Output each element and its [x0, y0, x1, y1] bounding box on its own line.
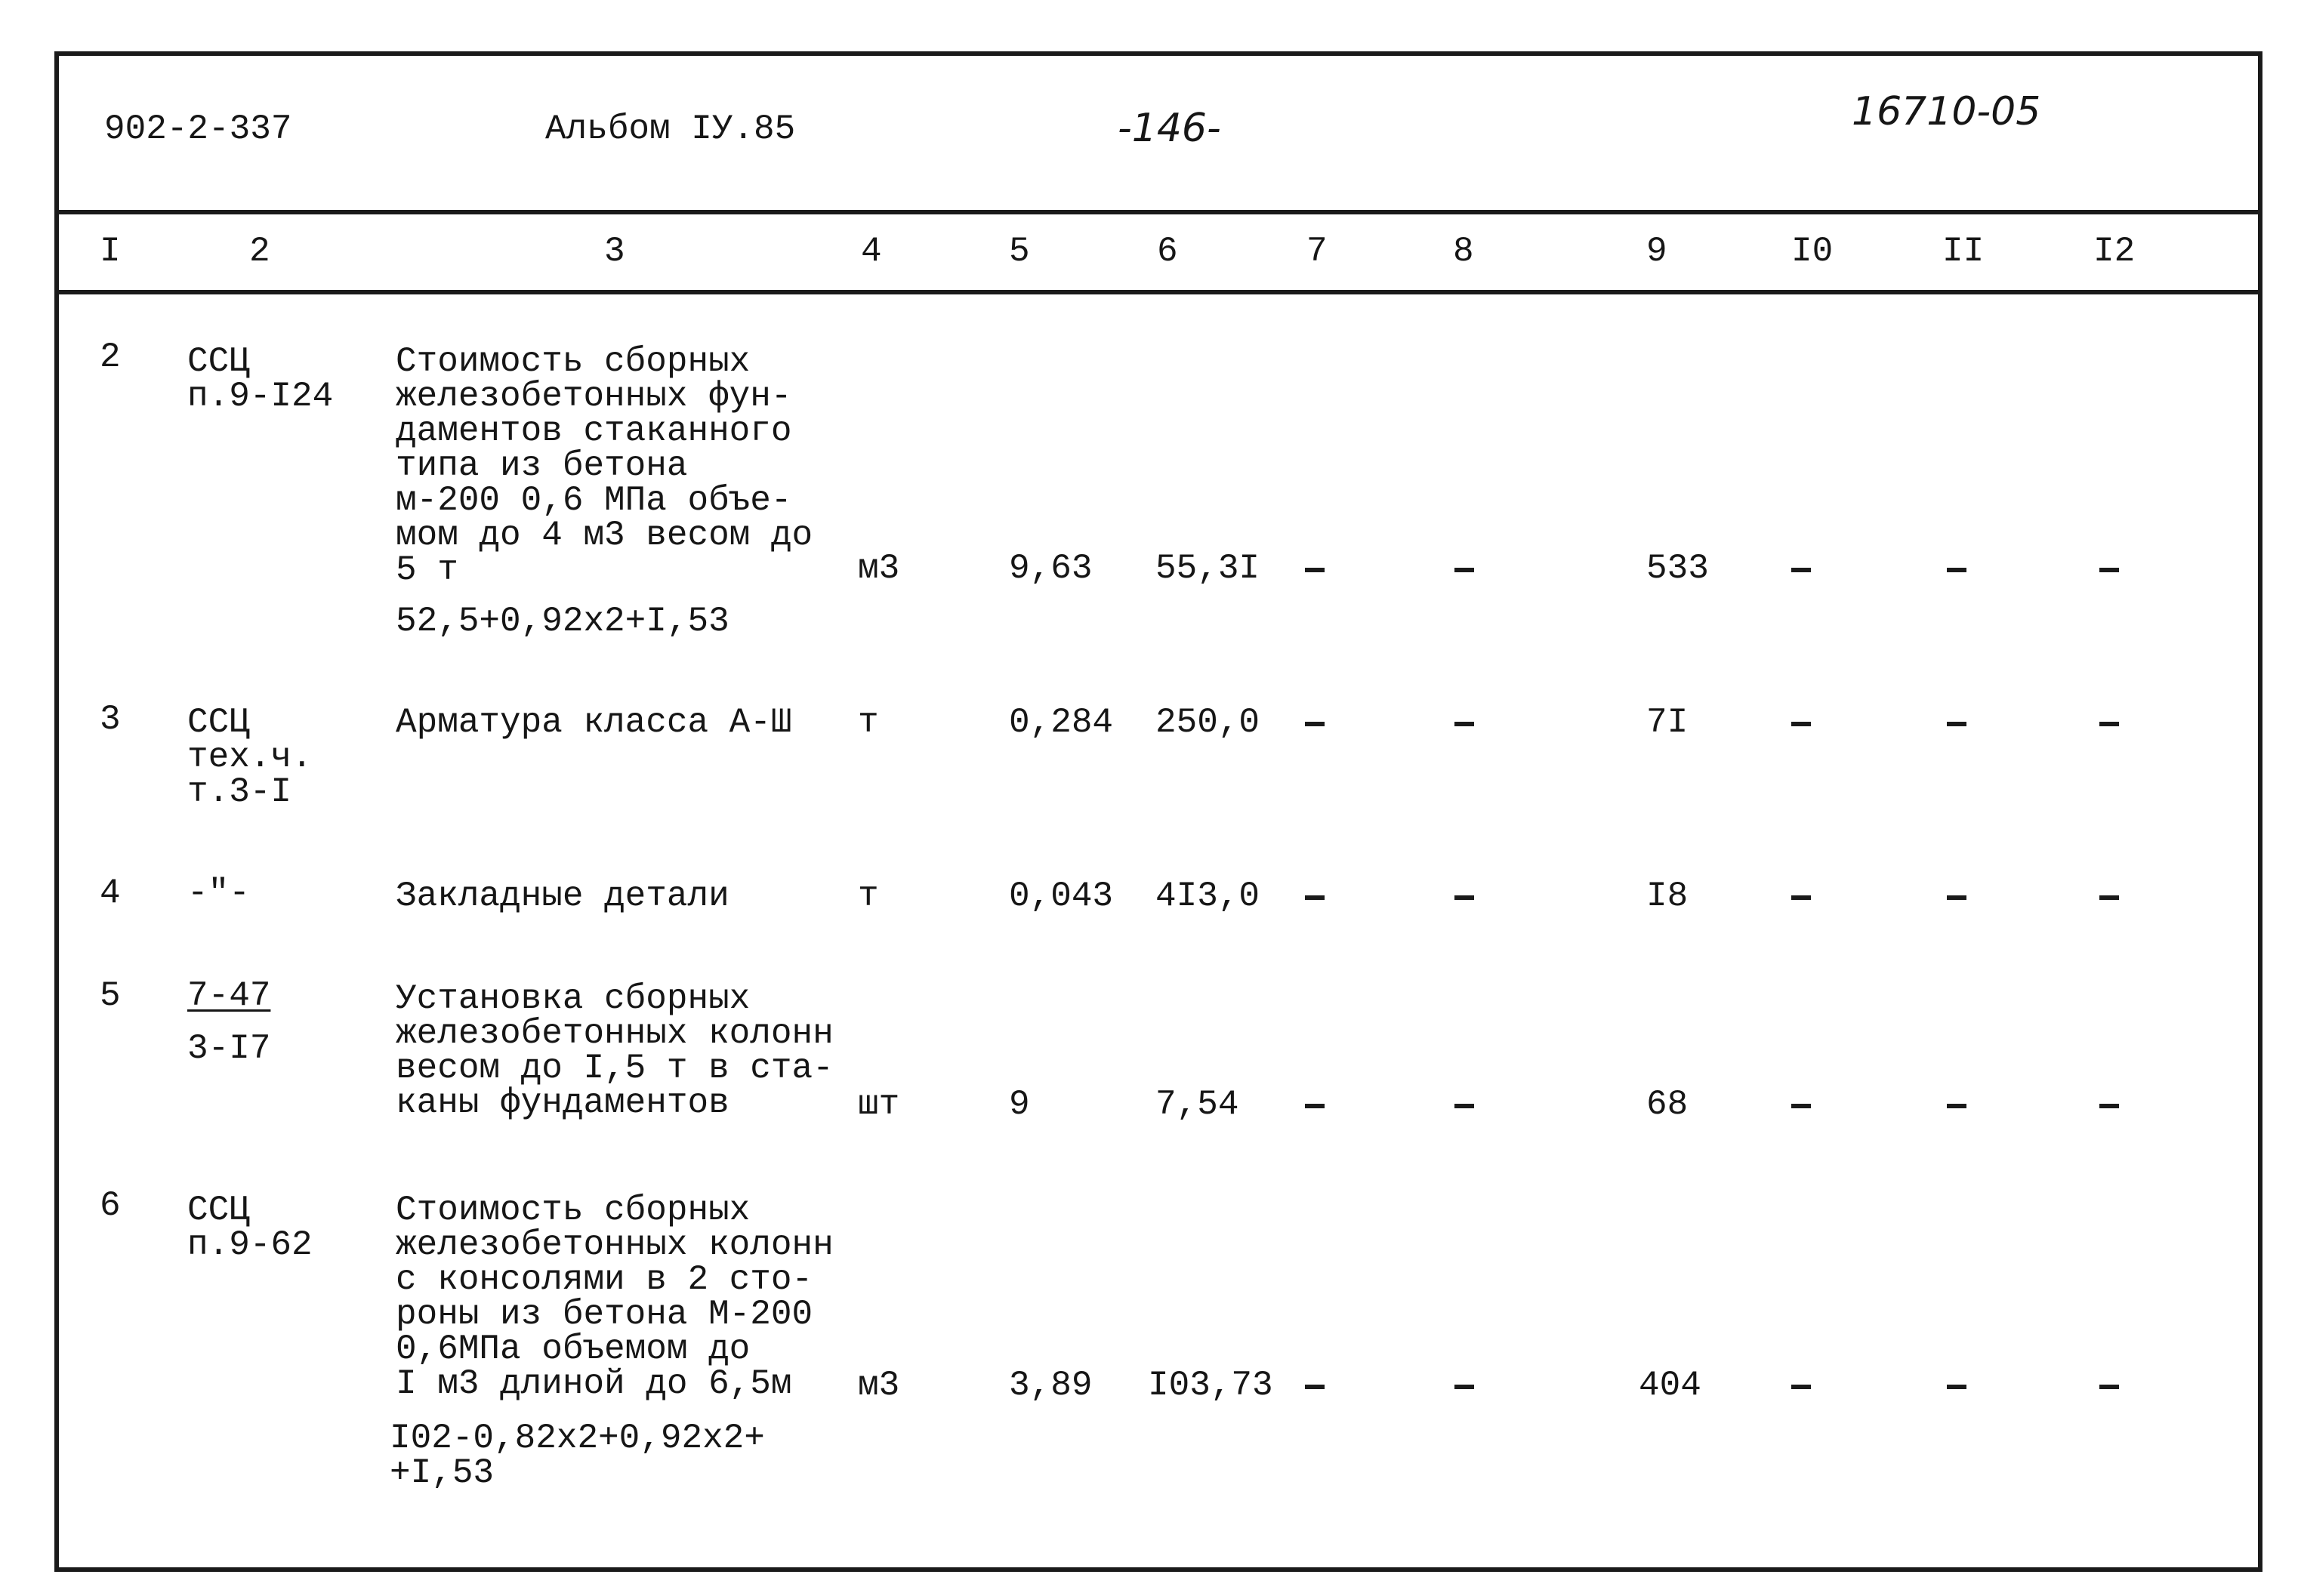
row-number: 4: [100, 873, 121, 913]
row-calculation: I02-0,82х2+0,92х2+ +I,53: [390, 1419, 765, 1493]
column-header: I: [100, 232, 121, 271]
dash-mark: [1791, 1385, 1811, 1389]
row-unit: т: [858, 703, 879, 742]
column-header: 3: [604, 232, 625, 271]
column-header: 5: [1009, 232, 1030, 271]
dash-mark: [1454, 895, 1474, 900]
dash-mark: [1947, 1385, 1966, 1389]
row-description: Арматура класса А-Ш: [396, 703, 792, 742]
row-number: 6: [100, 1186, 121, 1225]
dash-mark: [1305, 568, 1325, 572]
row-number: 3: [100, 700, 121, 739]
row-number: 2: [100, 337, 121, 377]
row-total: 68: [1646, 1085, 1689, 1124]
row-quantity: 0,043: [1009, 877, 1114, 916]
column-header: 9: [1646, 232, 1667, 271]
row-reference-bottom: 3-I7: [187, 1029, 271, 1068]
dash-mark: [1791, 1104, 1811, 1108]
row-reference: ССЦ тех.ч. т.3-I: [187, 703, 313, 812]
dash-mark: [1305, 1385, 1325, 1389]
dash-mark: [1305, 1104, 1325, 1108]
row-quantity: 0,284: [1009, 703, 1114, 742]
dash-mark: [2099, 722, 2119, 726]
row-unit: т: [858, 877, 879, 916]
column-header: 4: [861, 232, 882, 271]
row-total: I8: [1646, 877, 1689, 916]
dash-mark: [1791, 722, 1811, 726]
dash-mark: [1454, 722, 1474, 726]
dash-mark: [2099, 1385, 2119, 1389]
album-label: Альбом IУ.85: [545, 109, 796, 149]
row-unit-price: 4I3,0: [1155, 877, 1260, 916]
row-number: 5: [100, 976, 121, 1015]
page-number: -146-: [1118, 106, 1221, 151]
row-reference: ССЦ п.9-I24: [187, 342, 334, 416]
dash-mark: [1454, 1104, 1474, 1108]
dash-mark: [1791, 895, 1811, 900]
row-unit-price: 55,3I: [1155, 549, 1260, 588]
project-code: 902-2-337: [104, 109, 292, 149]
dash-mark: [1305, 895, 1325, 900]
column-header: 6: [1157, 232, 1178, 271]
column-header: 8: [1453, 232, 1474, 271]
column-header: 7: [1306, 232, 1328, 271]
page-frame: [54, 51, 2262, 1572]
row-unit: м3: [858, 1366, 900, 1405]
dash-mark: [2099, 1104, 2119, 1108]
column-header: I0: [1791, 232, 1834, 271]
dash-mark: [1305, 722, 1325, 726]
row-description: Стоимость сборных железобетонных фун- даментов стаканного типа из бетона м-200 0,6 МПа объе- мом до 4 м3 весом до 5 т: [396, 342, 813, 590]
row-unit: м3: [858, 549, 900, 588]
column-header: II: [1942, 232, 1985, 271]
row-reference: -"-: [187, 873, 250, 913]
dash-mark: [1947, 1104, 1966, 1108]
row-unit: шт: [858, 1085, 900, 1124]
row-description: Установка сборных железобетонных колонн весом до I,5 т в ста- каны фундаментов: [396, 979, 834, 1123]
column-header: I2: [2093, 232, 2136, 271]
header-divider: [59, 210, 2258, 214]
row-unit-price: I03,73: [1148, 1366, 1273, 1405]
row-quantity: 3,89: [1009, 1366, 1093, 1405]
dash-mark: [1947, 722, 1966, 726]
column-header: 2: [249, 232, 270, 271]
dash-mark: [1454, 568, 1474, 572]
document-number: 16710-05: [1852, 89, 2041, 134]
row-reference-top: 7-47: [187, 976, 271, 1015]
dash-mark: [2099, 568, 2119, 572]
dash-mark: [2099, 895, 2119, 900]
row-total: 404: [1639, 1366, 1701, 1405]
row-total: 7I: [1646, 703, 1689, 742]
dash-mark: [1947, 568, 1966, 572]
row-total: 533: [1646, 549, 1709, 588]
row-unit-price: 7,54: [1155, 1085, 1239, 1124]
row-reference: ССЦ п.9-62: [187, 1191, 313, 1265]
column-header-divider: [59, 290, 2258, 294]
row-description: Закладные детали: [396, 877, 729, 916]
dash-mark: [1791, 568, 1811, 572]
row-quantity: 9: [1009, 1085, 1030, 1124]
row-calculation: 52,5+0,92х2+I,53: [396, 602, 729, 641]
row-description: Стоимость сборных железобетонных колонн с консолями в 2 сто- роны из бетона М-200 0,6МПа объемом до I м3 длиной до 6,5м: [396, 1191, 834, 1403]
dash-mark: [1454, 1385, 1474, 1389]
dash-mark: [1947, 895, 1966, 900]
row-unit-price: 250,0: [1155, 703, 1260, 742]
row-quantity: 9,63: [1009, 549, 1093, 588]
